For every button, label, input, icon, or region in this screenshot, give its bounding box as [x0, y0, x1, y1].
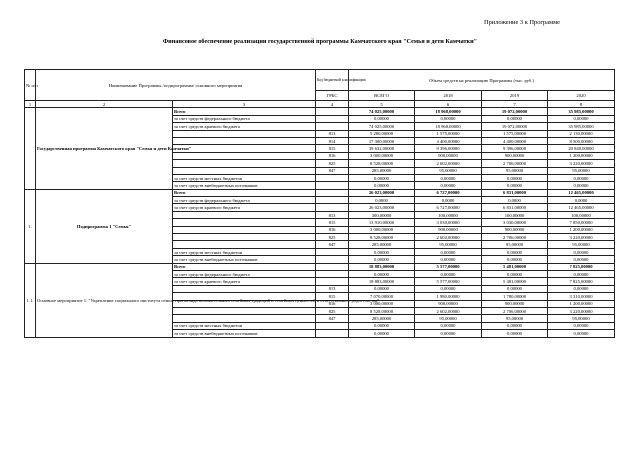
- amount-2018: 0,00000: [415, 330, 482, 337]
- grbs-code: [316, 330, 349, 337]
- amount-2019: 4 400,00000: [482, 137, 548, 144]
- amount-2020: 3 310,00000: [548, 293, 615, 300]
- amount-2018: 6 727,00000: [415, 204, 482, 211]
- amount-2019: 19 072,00000: [482, 108, 548, 115]
- amount-total: 0,00000: [349, 270, 415, 277]
- amount-2019: 6 831,00000: [482, 204, 548, 211]
- amount-2018: 0,00000: [415, 270, 482, 277]
- amount-total: 18 883,00000: [349, 263, 415, 270]
- financing-table: [24, 69, 615, 338]
- amount-2020: 95,00000: [548, 167, 615, 174]
- amount-2018: 100,00000: [415, 211, 482, 218]
- funding-source: за счет средств местных бюджетов: [173, 174, 316, 181]
- funding-source: [173, 234, 316, 241]
- amount-2019: 0,0000: [482, 197, 548, 204]
- amount-2020: 7 825,00000: [548, 278, 615, 285]
- amount-2020: 95,00000: [548, 241, 615, 248]
- funding-source: за счет средств местных бюджетов: [173, 248, 316, 255]
- amount-total: 0,00000: [349, 248, 415, 255]
- amount-total: 74 025,00000: [349, 108, 415, 115]
- grbs-code: 847: [316, 241, 349, 248]
- funding-source: за счет средств федерального бюджета: [173, 197, 316, 204]
- grbs-code: 813: [316, 211, 349, 218]
- amount-total: 0,00000: [349, 182, 415, 189]
- header-code-group: Код бюджетной классификации: [316, 70, 349, 91]
- amount-total: 285,00000: [349, 241, 415, 248]
- amount-2020: 1 200,00000: [548, 152, 615, 159]
- amount-2019: 900,00000: [482, 300, 548, 307]
- amount-total: 26 023,00000: [349, 189, 415, 196]
- grbs-code: [316, 108, 349, 115]
- amount-2020: 95,00000: [548, 315, 615, 322]
- amount-2018: 0,00000: [415, 182, 482, 189]
- amount-2020: 12 465,00000: [548, 189, 615, 196]
- header-2019: 2019: [482, 91, 548, 101]
- funding-source: [173, 152, 316, 159]
- amount-2020: 7 850,00000: [548, 219, 615, 226]
- funding-source: Всего: [173, 108, 316, 115]
- amount-total: 0,00000: [349, 285, 415, 292]
- amount-2018: 95,00000: [415, 167, 482, 174]
- amount-2018: 900,00000: [415, 152, 482, 159]
- amount-2020: 1 200,00000: [548, 226, 615, 233]
- grbs-code: [316, 115, 349, 122]
- amount-total: 7 070,00000: [349, 293, 415, 300]
- grbs-code: [316, 322, 349, 329]
- grbs-code: [316, 263, 349, 270]
- header-total: ВСЕГО: [349, 91, 415, 101]
- amount-2019: 95,00000: [482, 315, 548, 322]
- amount-2018: 0,00000: [415, 285, 482, 292]
- amount-2019: 95,00000: [482, 167, 548, 174]
- amount-2018: 3 030,00000: [415, 219, 482, 226]
- grbs-code: [316, 182, 349, 189]
- section-name: Подпрограмма 1 "Семья": [36, 189, 173, 263]
- amount-total: 17 300,00000: [349, 137, 415, 144]
- amount-total: 8 528,00000: [349, 307, 415, 314]
- amount-2020: 7 825,00000: [548, 263, 615, 270]
- grbs-code: [316, 256, 349, 263]
- amount-2020: 0,00000: [548, 248, 615, 255]
- table-header: [25, 70, 615, 108]
- amount-2019: 6 831,00000: [482, 189, 548, 196]
- amount-total: 8 528,00000: [349, 234, 415, 241]
- funding-source: [173, 241, 316, 248]
- index-cell: 1: [25, 101, 36, 108]
- amount-2018: 2 602,00000: [415, 160, 482, 167]
- amount-2018: 4 400,00000: [415, 137, 482, 144]
- index-cell: 5: [349, 101, 415, 108]
- funding-source: [173, 137, 316, 144]
- header-grbs: ГРБС: [316, 91, 349, 101]
- amount-2018: 1 980,00000: [415, 293, 482, 300]
- index-cell: 7: [482, 101, 548, 108]
- amount-total: 13 910,00000: [349, 219, 415, 226]
- funding-source: за счет средств краевого бюджета: [173, 123, 316, 130]
- amount-total: 0,00000: [349, 330, 415, 337]
- funding-source: за счет средств внебюджетных источников: [173, 182, 316, 189]
- amount-2018: 0,0000: [415, 197, 482, 204]
- amount-2019: 0,00000: [482, 322, 548, 329]
- amount-2019: 1 575,00000: [482, 130, 548, 137]
- amount-2020: 35 985,00000: [548, 108, 615, 115]
- amount-2018: 18 968,00000: [415, 108, 482, 115]
- amount-2019: 95,00000: [482, 241, 548, 248]
- grbs-code: 816: [316, 152, 349, 159]
- amount-total: 5 280,00000: [349, 130, 415, 137]
- amount-total: 74 025,00000: [349, 123, 415, 130]
- amount-total: 285,00000: [349, 167, 415, 174]
- amount-2020: 12 465,00000: [548, 204, 615, 211]
- funding-source: [173, 226, 316, 233]
- amount-2019: 5 481,00000: [482, 278, 548, 285]
- table-row: [25, 108, 615, 115]
- amount-total: 0,0000: [349, 197, 415, 204]
- amount-total: 3 000,00000: [349, 152, 415, 159]
- appendix-note: Приложение 3 к Программе: [484, 19, 560, 26]
- funding-source: за счет средств краевого бюджета: [173, 204, 316, 211]
- amount-2019: 0,00000: [482, 174, 548, 181]
- amount-2018: 0,00000: [415, 256, 482, 263]
- funding-source: [173, 211, 316, 218]
- amount-2020: 1 200,00000: [548, 300, 615, 307]
- funding-source: [173, 160, 316, 167]
- amount-total: 0,00000: [349, 174, 415, 181]
- grbs-code: 847: [316, 315, 349, 322]
- amount-2020: 0,0000: [548, 197, 615, 204]
- funding-source: Всего: [173, 189, 316, 196]
- amount-2019: 100,00000: [482, 211, 548, 218]
- amount-total: 3 000,00000: [349, 226, 415, 233]
- amount-2018: 900,00000: [415, 226, 482, 233]
- amount-2019: 9 396,00000: [482, 145, 548, 152]
- grbs-code: 816: [316, 300, 349, 307]
- amount-2018: 900,00000: [415, 300, 482, 307]
- funding-source: [173, 145, 316, 152]
- grbs-code: 815: [316, 145, 349, 152]
- amount-2020: 0,00000: [548, 285, 615, 292]
- grbs-code: 813: [316, 285, 349, 292]
- amount-2018: 9 396,00000: [415, 145, 482, 152]
- funding-source: за счет средств внебюджетных источников: [173, 330, 316, 337]
- amount-2018: 2 602,00000: [415, 234, 482, 241]
- amount-total: 39 632,00000: [349, 145, 415, 152]
- amount-2019: 0,00000: [482, 330, 548, 337]
- section-name: Основное мероприятие 1: "Укрепление социального института семьи, пропаганда положительных семейных традиций и семейных ценностей и ответственного родительства": [36, 263, 173, 337]
- amount-2020: 0,00000: [548, 270, 615, 277]
- amount-2020: 3 220,00000: [548, 307, 615, 314]
- amount-total: 3 000,00000: [349, 300, 415, 307]
- amount-2020: 8 500,00000: [548, 137, 615, 144]
- amount-2019: 5 481,00000: [482, 263, 548, 270]
- amount-2020: 2 130,00000: [548, 130, 615, 137]
- grbs-code: 825: [316, 160, 349, 167]
- header-num: № п/п: [25, 70, 36, 101]
- funding-source: за счет средств федерального бюджета: [173, 270, 316, 277]
- index-cell: 8: [548, 101, 615, 108]
- grbs-code: 847: [316, 167, 349, 174]
- amount-2020: 3 220,00000: [548, 234, 615, 241]
- grbs-code: [316, 174, 349, 181]
- funding-source: [173, 307, 316, 314]
- amount-2020: 0,00000: [548, 322, 615, 329]
- amount-total: 0,00000: [349, 115, 415, 122]
- amount-total: 18 883,00000: [349, 278, 415, 285]
- amount-2019: 2 706,00000: [482, 160, 548, 167]
- amount-total: 26 023,00000: [349, 204, 415, 211]
- amount-2020: 100,00000: [548, 211, 615, 218]
- amount-2018: 0,00000: [415, 174, 482, 181]
- document-title: Финансовое обеспечение реализации государственной программы Камчатского края "Семья и дети Камчатки": [162, 38, 478, 45]
- amount-2018: 1 575,00000: [415, 130, 482, 137]
- amount-2019: 900,00000: [482, 226, 548, 233]
- grbs-code: 825: [316, 234, 349, 241]
- amount-2018: 5 577,00000: [415, 263, 482, 270]
- section-number: 1.1.: [25, 263, 36, 337]
- funding-source: за счет средств внебюджетных источников: [173, 256, 316, 263]
- amount-2020: 3 220,00000: [548, 160, 615, 167]
- grbs-code: 815: [316, 219, 349, 226]
- amount-total: 285,00000: [349, 315, 415, 322]
- index-row: [25, 101, 615, 108]
- amount-2019: 900,00000: [482, 152, 548, 159]
- amount-2018: 0,00000: [415, 115, 482, 122]
- funding-source: за счет средств местных бюджетов: [173, 322, 316, 329]
- amount-2020: 0,00000: [548, 330, 615, 337]
- index-cell: 4: [316, 101, 349, 108]
- section-number: [25, 108, 36, 189]
- grbs-code: 816: [316, 226, 349, 233]
- grbs-code: 825: [316, 307, 349, 314]
- index-cell: 2: [36, 101, 173, 108]
- amount-2018: 6 727,00000: [415, 189, 482, 196]
- header-2020: 2020: [548, 91, 615, 101]
- section-name: Государственная программа Камчатского края "Семья и дети Камчатки": [36, 108, 173, 189]
- grbs-code: [316, 123, 349, 130]
- amount-2020: 0,00000: [548, 174, 615, 181]
- grbs-code: [316, 204, 349, 211]
- amount-2019: 0,00000: [482, 256, 548, 263]
- funding-source: [173, 130, 316, 137]
- index-cell: 6: [415, 101, 482, 108]
- amount-2019: 0,00000: [482, 270, 548, 277]
- amount-total: 0,00000: [349, 322, 415, 329]
- amount-2020: 35 985,00000: [548, 123, 615, 130]
- amount-2018: 0,00000: [415, 248, 482, 255]
- amount-2020: 0,00000: [548, 256, 615, 263]
- amount-2018: 5 577,00000: [415, 278, 482, 285]
- amount-2019: 1 780,00000: [482, 293, 548, 300]
- funding-source: [173, 219, 316, 226]
- amount-2020: 0,00000: [548, 182, 615, 189]
- funding-source: [173, 315, 316, 322]
- index-cell: 3: [173, 101, 316, 108]
- grbs-code: [316, 278, 349, 285]
- header-name: Наименование Программы /подпрограммы/ основного мероприятия: [36, 70, 316, 101]
- grbs-code: [316, 189, 349, 196]
- grbs-code: [316, 248, 349, 255]
- header-volume: Объем средств на реализацию Программы (тыс. руб.): [349, 70, 615, 91]
- grbs-code: 814: [316, 137, 349, 144]
- amount-2019: 0,00000: [482, 248, 548, 255]
- funding-source: за счет средств краевого бюджета: [173, 278, 316, 285]
- amount-2019: 0,00000: [482, 285, 548, 292]
- table-row: [25, 263, 615, 270]
- amount-2020: 0,00000: [548, 115, 615, 122]
- amount-2019: 3 030,00000: [482, 219, 548, 226]
- amount-2018: 18 968,00000: [415, 123, 482, 130]
- funding-source: [173, 285, 316, 292]
- amount-2018: 2 602,00000: [415, 307, 482, 314]
- grbs-code: [316, 197, 349, 204]
- section-number: 1.: [25, 189, 36, 263]
- grbs-code: 813: [316, 130, 349, 137]
- funding-source: [173, 167, 316, 174]
- amount-2019: 2 706,00000: [482, 234, 548, 241]
- grbs-code: [316, 270, 349, 277]
- amount-2019: 19 072,00000: [482, 123, 548, 130]
- amount-2019: 0,00000: [482, 182, 548, 189]
- amount-total: 0,00000: [349, 256, 415, 263]
- table-row: [25, 189, 615, 196]
- amount-2019: 0,00000: [482, 115, 548, 122]
- header-2018: 2018: [415, 91, 482, 101]
- grbs-code: 815: [316, 293, 349, 300]
- amount-2018: 95,00000: [415, 315, 482, 322]
- funding-source: Всего: [173, 263, 316, 270]
- amount-2018: 0,00000: [415, 322, 482, 329]
- amount-total: 300,00000: [349, 211, 415, 218]
- amount-total: 8 528,00000: [349, 160, 415, 167]
- table-body: [25, 108, 615, 337]
- funding-source: за счет средств федерального бюджета: [173, 115, 316, 122]
- amount-2018: 95,00000: [415, 241, 482, 248]
- amount-2020: 20 840,00000: [548, 145, 615, 152]
- amount-2019: 2 706,00000: [482, 307, 548, 314]
